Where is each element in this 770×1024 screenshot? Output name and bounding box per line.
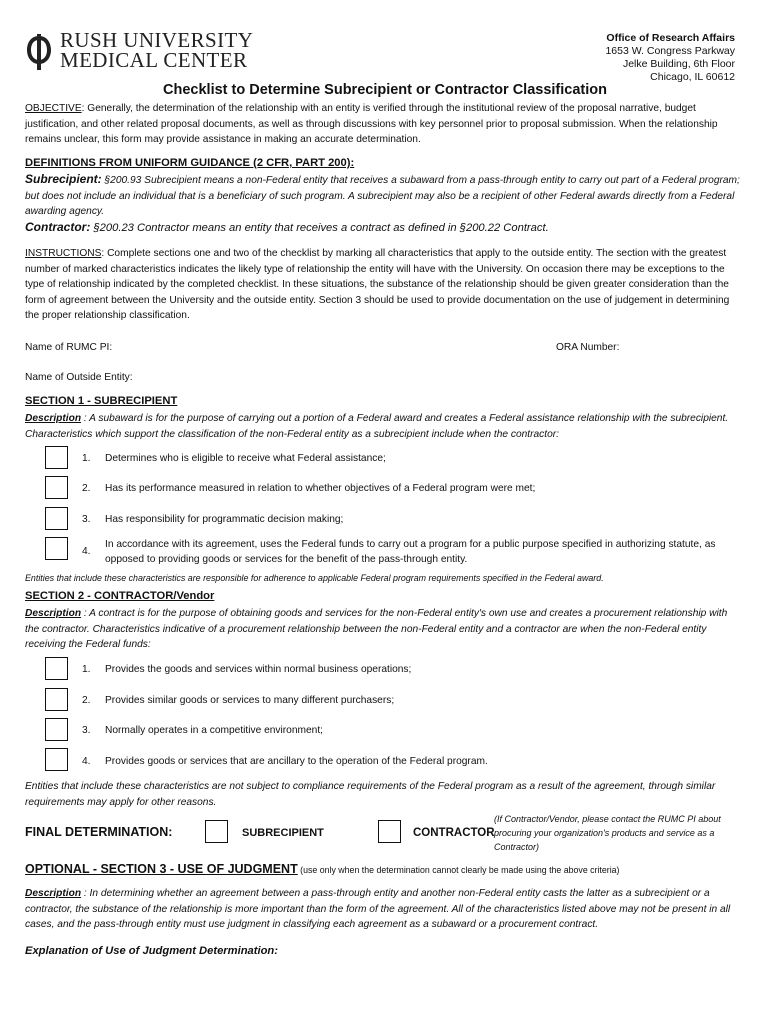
section1-checkbox-4[interactable]: [45, 537, 68, 560]
address-line2: Jelke Building, 6th Floor: [622, 58, 735, 70]
objective-text: : Generally, the determination of the relationship with an entity is verified through the institutional review of the proposal narrative, budget justification, and other related proposal documents, as well as through discussions with key personnel prior to proposal submission. When the relationship remains unclear, this form may provide assistance in making an accurate determination.: [25, 103, 718, 145]
section2-note: Entities that include these characteristics are not subject to compliance requirements of the Federal program as a result of the agreement, through similar requirements may apply for other reasons.: [25, 781, 716, 808]
subrecipient-option-label: SUBRECIPIENT: [242, 827, 324, 839]
section1-desc-label: Description: [25, 413, 82, 424]
objective-paragraph: [25, 101, 743, 148]
section3-desc-text: : In determining whether an agreement between a pass-through entity and another non-Federal entity casts the latter as a subrecipient or a contractor, the substance of the relationship is more important than the form of the agreement. All of the characteristics listed above may not be present in all cases, and the pass-through entity must use judgment in classifying each agreement as a subaward or a procurement contract.: [25, 888, 731, 930]
section1-item4-num: 4.: [82, 546, 91, 557]
explanation-label: Explanation of Use of Judgment Determination:: [25, 945, 278, 957]
section2-heading: SECTION 2 - CONTRACTOR/Vendor: [25, 590, 215, 602]
section1-heading: SECTION 1 - SUBRECIPIENT: [25, 395, 178, 407]
section1-item2-num: 2.: [82, 483, 91, 494]
section1-description: [25, 411, 743, 442]
definitions-heading-text: DEFINITIONS FROM UNIFORM GUIDANCE (2 CFR, PART 200): [25, 157, 351, 169]
instructions-text: : Complete sections one and two of the checklist by marking all characteristics that apply to the outside entity. The section with the greatest number of marked characteristics indicates the likely type of relationship the entity will have with the University. On occasion there may be exceptions to the type of relationship indicated by the completed checklist. In these situations, the substance of the relationship should be given greater consideration than the form of agreement between the University and the outside entity. Section 3 should be used to provide documentation on the use of judgement in determining the proper relationship classification.: [25, 248, 730, 321]
section2-checkbox-3[interactable]: [45, 718, 68, 741]
section1-checkbox-2[interactable]: [45, 476, 68, 499]
office-name: Office of Research Affairs: [606, 32, 735, 44]
objective-label: OBJECTIVE: [25, 103, 82, 114]
contractor-text: §200.23 Contractor means an entity that receives a contract as defined in §200.22 Contract.: [90, 222, 549, 234]
definitions-heading-suffix: :: [350, 157, 355, 169]
section3-description: [25, 886, 743, 933]
section1-item4-text: In accordance with its agreement, uses the Federal funds to carry out a program for a public purpose specified in authorizing statute, as opposed to providing goods or services for the benefit of the pass-through entity.: [105, 539, 716, 565]
definitions-heading: [25, 157, 354, 169]
instructions-paragraph: [25, 246, 743, 324]
section2-item1-text: Provides the goods and services within normal business operations;: [105, 664, 412, 675]
section1-item1-text: Determines who is eligible to receive what Federal assistance;: [105, 453, 386, 464]
section1-item1-num: 1.: [82, 453, 91, 464]
rush-logo-icon: [26, 34, 52, 70]
logo-wordmark: [60, 30, 253, 70]
subrecipient-definition: [25, 172, 743, 220]
section2-desc-label: Description: [25, 608, 82, 619]
subrecipient-term: Subrecipient:: [25, 172, 102, 186]
section2-item2-text: Provides similar goods or services to many different purchasers;: [105, 695, 395, 706]
instructions-label: INSTRUCTIONS: [25, 248, 102, 259]
outside-entity-label: Name of Outside Entity:: [25, 372, 133, 383]
section1-desc-text: : A subaward is for the purpose of carrying out a portion of a Federal award and creates a Federal assistance relationship with the subrecipient. Characteristics which support the classification of the non-Federal entity as a subrecipient include when the contractor:: [25, 413, 729, 440]
contractor-note: (If Contractor/Vendor, please contact the RUMC PI about procuring your organization's products and service as a Contractor): [494, 814, 721, 852]
section2-description: [25, 606, 743, 653]
section1-note: Entities that include these characteristics are responsible for adherence to applicable Federal program requirements specified in the Federal award.: [25, 573, 604, 583]
section2-checkbox-2[interactable]: [45, 688, 68, 711]
pi-name-label: Name of RUMC PI:: [25, 342, 113, 353]
section1-item3-num: 3.: [82, 514, 91, 525]
page-title: Checklist to Determine Subrecipient or Contractor Classification: [163, 82, 607, 98]
subrecipient-checkbox[interactable]: [205, 820, 228, 843]
section3-heading-text: OPTIONAL - SECTION 3 - USE OF JUDGMENT: [25, 862, 298, 876]
logo-line2: MEDICAL CENTER: [60, 48, 248, 72]
section2-item3-num: 3.: [82, 725, 91, 736]
ora-number-label: ORA Number:: [556, 342, 620, 353]
contractor-term: Contractor:: [25, 220, 91, 234]
contractor-definition: [25, 220, 743, 237]
section2-item1-num: 1.: [82, 664, 91, 675]
section1-checkbox-1[interactable]: [45, 446, 68, 469]
section1-checkbox-3[interactable]: [45, 507, 68, 530]
section1-item3-text: Has responsibility for programmatic decision making;: [105, 514, 344, 525]
section2-checkbox-1[interactable]: [45, 657, 68, 680]
final-determination-label: FINAL DETERMINATION:: [25, 825, 173, 839]
section2-item3-text: Normally operates in a competitive environment;: [105, 725, 323, 736]
section1-item2-text: Has its performance measured in relation to whether objectives of a Federal program were met;: [105, 483, 536, 494]
section2-item4-text: Provides goods or services that are ancillary to the operation of the Federal program.: [105, 756, 488, 767]
address-line3: Chicago, IL 60612: [650, 71, 735, 83]
section2-item2-num: 2.: [82, 695, 91, 706]
section3-heading: [25, 860, 619, 878]
contractor-option-label: CONTRACTOR: [413, 827, 495, 839]
address-line1: 1653 W. Congress Parkway: [605, 45, 735, 57]
logo-line1: RUSH UNIVERSITY: [60, 28, 254, 52]
contractor-checkbox[interactable]: [378, 820, 401, 843]
subrecipient-text: §200.93 Subrecipient means a non-Federal entity that receives a subaward from a pass-through entity to carry out part of a Federal program; but does not include an individual that is a beneficiary of such program. A subrecipient may also be a recipient of other Federal awards directly from a Federal awarding agency.: [25, 175, 740, 217]
office-address: [605, 32, 735, 84]
section3-desc-label: Description: [25, 888, 82, 899]
section2-item4-num: 4.: [82, 756, 91, 767]
section2-desc-text: : A contract is for the purpose of obtaining goods and services for the non-Federal entity's own use and creates a procurement relationship with the contractor. Characteristics indicative of a procurement relationship between the non-Federal entity and a contractor are when the non-Federal entity receiving the Federal funds:: [25, 608, 728, 650]
section2-checkbox-4[interactable]: [45, 748, 68, 771]
section3-heading-note: (use only when the determination cannot clearly be made using the above criteria): [297, 865, 620, 875]
